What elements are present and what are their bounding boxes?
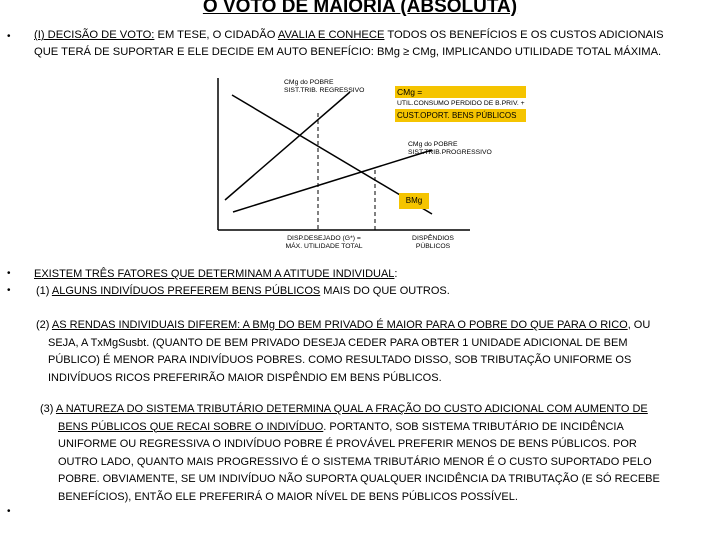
cmg-box-line-2: CUST.OPORT. BENS PÚBLICOS <box>395 109 526 122</box>
bullet: • <box>7 285 11 296</box>
factor-2: (2) AS RENDAS INDIVIDUAIS DIFEREM: A BMg DO BEM PRIVADO É MAIOR PARA O POBRE DO QUE PARA O RICO, OU SEJA, A TxMgSusbt. (QUANTO DE BEM PRIVADO DESEJA CEDER PARA OBTER 1 UNIDADE ADICIONAL DE BEM PÚBLICO) É MENOR PARA INDIVÍDUOS POBRES. COMO RESULTADO DISSO, SOB TRIBUTAÇÃO UNIFORME OS INDIVÍDUOS RICOS PREFERIRÃO MAIOR DISPÊNDIO EM BENS PÚBLICOS. <box>36 319 651 384</box>
label-cmg-regressive: CMg do POBRE SIST.TRIB. REGRESSIVO <box>284 79 365 94</box>
factor-3: (3) A NATUREZA DO SISTEMA TRIBUTÁRIO DETERMINA QUAL A FRAÇÃO DO CUSTO ADICIONAL COM AUMENTO DE BENS PÚBLICOS QUE RECAI SOBRE O INDIVÍDUO. PORTANTO, SOB SISTEMA TRIBUTÁRIO DE INCIDÊNCIA UNIFORME OU REGRESSIVA O INDIVÍDUO POBRE É PROVÁVEL PREFERIR MENOS DE BENS PÚBLICOS. POR OUTRO LADO, QUANTO MAIS PROGRESSIVO É O SISTEMA TRIBUTÁRIO MENOR É O CUSTO SUPORTADO PELO POBRE. OBVIAMENTE, SE UM INDIVÍDUO NÃO SUPORTA QUALQUER INCIDÊNCIA DA TRIBUTAÇÃO (E SÓ RECEBE BENEFÍCIOS), ENTÃO ELE PREFERIRÁ O MAIOR NÍVEL DE BENS PÚBLICOS POSSÍVEL. <box>40 403 660 503</box>
x-label-optimum: DISP.DESEJADO (G*) = MÁX. UTILIDADE TOTAL <box>285 235 363 250</box>
intro-label: (I) DECISÃO DE VOTO: <box>34 29 155 41</box>
x-label-public-spending: DISPÊNDIOS PÚBLICOS <box>412 235 454 250</box>
page-title: O VOTO DE MAIORIA (ABSOLUTA) <box>202 0 518 17</box>
cmg-box-title: CMg = <box>395 86 526 98</box>
intro-text: TODOS OS BENEFÍCIOS E OS CUSTOS ADICIONAIS <box>384 29 664 41</box>
factor-1: (1) ALGUNS INDIVÍDUOS PREFEREM BENS PÚBLICOS MAIS DO QUE OUTROS. <box>36 285 450 297</box>
cmg-box-line-1: UTIL.CONSUMO PERDIDO DE B.PRIV. + <box>397 100 525 107</box>
bullet: • <box>7 31 11 42</box>
bullet: • <box>7 506 11 517</box>
bullet: • <box>7 268 11 279</box>
cmg-definition-box <box>395 86 526 122</box>
factors-heading: EXISTEM TRÊS FATORES QUE DETERMINAM A ATITUDE INDIVIDUAL: <box>34 268 398 280</box>
label-cmg-progressive: CMg do POBRE SIST.TRIB.PROGRESSIVO <box>408 141 492 156</box>
intro-text: EM TESE, O CIDADÃO <box>154 29 278 41</box>
intro-emphasis: AVALIA E CONHECE <box>277 29 385 41</box>
cmg-regressive-curve <box>225 92 350 200</box>
intro-line-2: QUE TERÁ DE SUPORTAR E ELE DECIDE EM AUTO BENEFÍCIO: BMg ≥ CMg, IMPLICANDO UTILIDADE TOTAL MÁXIMA. <box>34 46 662 58</box>
bmg-label: BMg <box>399 193 429 209</box>
